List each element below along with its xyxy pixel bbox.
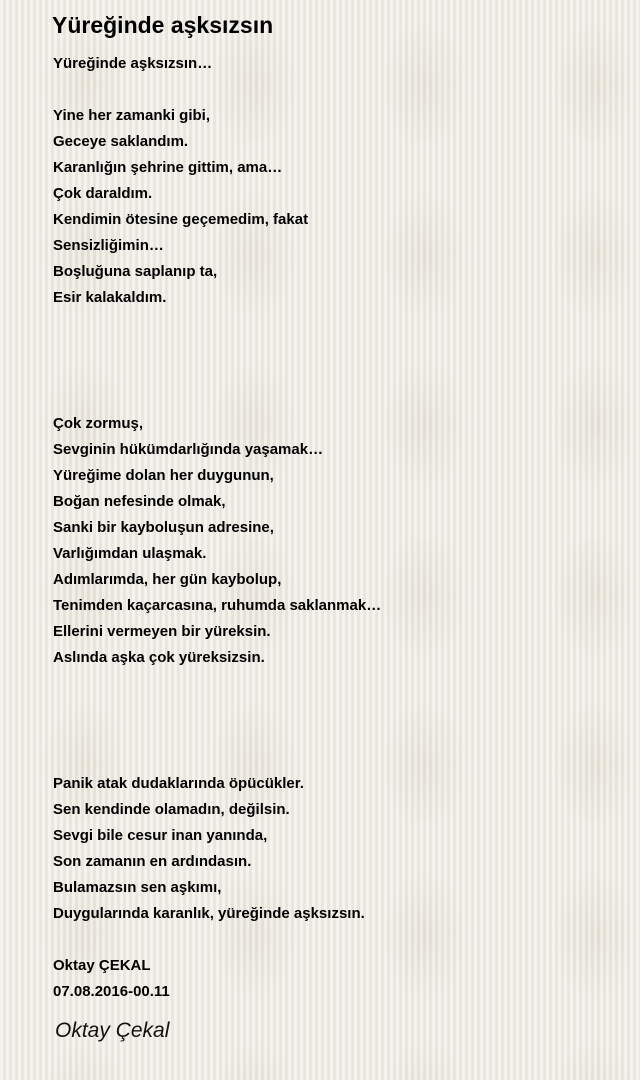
poem-title: Yüreğinde aşksızsın xyxy=(52,12,274,38)
poem-line: Duygularında karanlık, yüreğinde aşksızsın. xyxy=(53,905,365,922)
poem-line: Varlığımdan ulaşmak. xyxy=(53,545,207,562)
author-block xyxy=(53,953,170,1005)
poem-line: Tenimden kaçarcasına, ruhumda saklanmak… xyxy=(53,597,382,614)
poem-line: Panik atak dudaklarında öpücükler. xyxy=(53,775,304,792)
poem-line: Yüreğime dolan her duygunun, xyxy=(53,467,274,484)
poem-line: Boşluğuna saplanıp ta, xyxy=(53,263,218,280)
poem-line: Sensizliğimin… xyxy=(53,237,164,254)
poem-line: Çok zormuş, xyxy=(53,415,144,432)
poem-line: Kendimin ötesine geçemedim, fakat xyxy=(53,211,309,228)
poem-line: Karanlığın şehrine gittim, ama… xyxy=(53,159,283,176)
stanza-2 xyxy=(53,411,381,671)
poem-line: Bulamazsın sen aşkımı, xyxy=(53,879,222,896)
poem-line: Yine her zamanki gibi, xyxy=(53,107,210,124)
poem-line: Sen kendinde olamadın, değilsin. xyxy=(53,801,290,818)
stanza-1 xyxy=(53,103,308,311)
poem-line: Ellerini vermeyen bir yüreksin. xyxy=(53,623,271,640)
poem-subtitle: Yüreğinde aşksızsın… xyxy=(53,55,213,72)
poem-line: Sevginin hükümdarlığında yaşamak… xyxy=(53,441,324,458)
poem-line: Sanki bir kayboluşun adresine, xyxy=(53,519,274,536)
poem-line: Sevgi bile cesur inan yanında, xyxy=(53,827,268,844)
poem-line: Boğan nefesinde olmak, xyxy=(53,493,226,510)
poem-line: Aslında aşka çok yüreksizsin. xyxy=(53,649,265,666)
poem-line: Esir kalakaldım. xyxy=(53,289,167,306)
author-signature: Oktay Çekal xyxy=(55,1019,170,1042)
poem-line: Geceye saklandım. xyxy=(53,133,189,150)
stanza-3 xyxy=(53,771,365,927)
author-name: Oktay ÇEKAL xyxy=(53,957,151,974)
poem-date: 07.08.2016-00.11 xyxy=(53,983,170,1000)
poem-line: Çok daraldım. xyxy=(53,185,153,202)
poem-line: Adımlarımda, her gün kaybolup, xyxy=(53,571,282,588)
poem-line: Son zamanın en ardındasın. xyxy=(53,853,252,870)
